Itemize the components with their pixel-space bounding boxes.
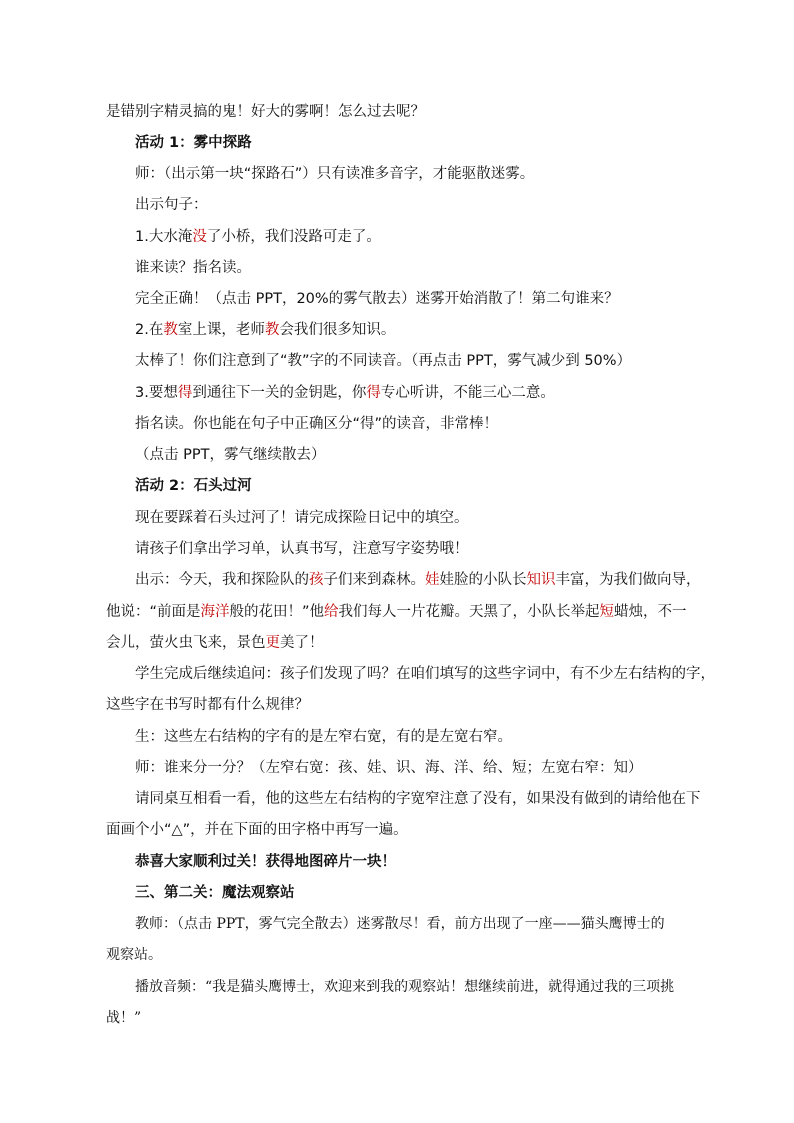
diary-text <box>106 602 687 622</box>
diary-segment: 他说：“前面是 <box>106 604 201 620</box>
diary-segment: 蜡烛，不一 <box>614 604 687 620</box>
example-sentence <box>135 383 555 403</box>
diary-segment: 我们每人一片花瓣。天黑了，小队长举起 <box>338 604 600 620</box>
sentence-text: 了小桥，我们没路可走了。 <box>206 229 381 245</box>
highlighted-char: 教 <box>264 322 280 338</box>
paragraph-line: 观察站。 <box>106 947 162 963</box>
diary-segment: 美了！ <box>280 635 324 651</box>
activity-heading: 活动 1：雾中探路 <box>135 135 252 151</box>
diary-segment: 般的花田！”他 <box>229 604 325 620</box>
paragraph-line: 这些字在书写时都有什么规律？ <box>106 697 309 713</box>
paragraph-line: 是错别字精灵搞的鬼！好大的雾啊！怎么过去呢？ <box>106 104 425 120</box>
paragraph-line: 恭喜大家顺利过关！获得地图碎片一块！ <box>135 854 396 870</box>
example-sentence <box>135 227 381 247</box>
sentence-text: 3.要想 <box>135 385 178 401</box>
sentence-text: 到通往下一关的金钥匙，你 <box>192 385 367 401</box>
highlighted-char: 得 <box>177 385 193 401</box>
highlighted-char: 知识 <box>526 572 556 588</box>
paragraph-line: 面画个小“△”，并在下面的田字格中再写一遍。 <box>106 822 408 838</box>
diary-text <box>135 570 701 590</box>
paragraph-line: 太棒了！你们注意到了“教”字的不同读音。（再点击 PPT，雾气减少到 50%） <box>135 353 632 369</box>
paragraph-line: 生：这些左右结构的字有的是左窄右宽，有的是左宽右窄。 <box>135 729 512 745</box>
paragraph-line: 完全正确！（点击 PPT，20%的雾气散去）迷雾开始消散了！第二句谁来？ <box>135 291 619 307</box>
paragraph-line: 指名读。你也能在句子中正确区分“得”的读音，非常棒！ <box>135 416 499 432</box>
highlighted-char: 没 <box>192 229 207 245</box>
paragraph-line: 教师：（点击 PPT，雾气完全散去）迷雾散尽！看，前方出现了一座——猫头鹰博士的 <box>135 916 665 932</box>
sentence-text: 2.在 <box>135 322 164 338</box>
highlighted-char: 教 <box>163 322 178 338</box>
paragraph-line: 师：（出示第一块“探路石”）只有读准多音字，才能驱散迷雾。 <box>135 166 535 182</box>
diary-segment: 丰富，为我们做向导， <box>555 572 701 588</box>
highlighted-char: 给 <box>324 604 339 620</box>
paragraph-line: 请同桌互相看一看，他的这些左右结构的字宽窄注意了没有，如果没有做到的请给他在下 <box>135 791 701 807</box>
highlighted-char: 娃 <box>425 572 440 588</box>
paragraph-line: 师：谁来分一分？（左窄右宽：孩、娃、识、海、洋、给、短；左宽右窄：知） <box>135 760 643 776</box>
section-heading: 三、第二关：魔法观察站 <box>135 885 295 901</box>
paragraph-line: 学生完成后继续追问：孩子们发现了吗？在咱们填写的这些字词中，有不少左右结构的字， <box>135 666 715 682</box>
highlighted-char: 更 <box>265 635 280 651</box>
highlighted-char: 短 <box>599 604 615 620</box>
diary-text <box>106 633 324 653</box>
paragraph-line: 播放音频：“我是猫头鹰博士，欢迎来到我的观察站！想继续前进，就得通过我的三项挑 <box>135 979 675 995</box>
highlighted-char: 得 <box>366 385 381 401</box>
activity-heading: 活动 2：石头过河 <box>135 478 252 494</box>
example-sentence <box>135 320 395 340</box>
paragraph-line: 请孩子们拿出学习单，认真书写，注意写字姿势哦！ <box>135 541 469 557</box>
diary-segment: 出示：今天，我和探险队的 <box>135 572 309 588</box>
highlighted-char: 海洋 <box>200 604 230 620</box>
diary-segment: 娃脸的小队长 <box>439 572 527 588</box>
paragraph-line: 战！” <box>106 1010 142 1026</box>
sentence-text: 会我们很多知识。 <box>279 322 396 338</box>
sentence-text: 专心听讲，不能三心二意。 <box>380 385 555 401</box>
sentence-text: 室上课，老师 <box>177 322 265 338</box>
paragraph-line: 现在要踩着石头过河了！请完成探险日记中的填空。 <box>135 510 469 526</box>
sentence-text: 1.大水淹 <box>135 229 193 245</box>
paragraph-line: 谁来读？指名读。 <box>135 260 251 276</box>
highlighted-char: 孩 <box>309 572 324 588</box>
paragraph-line: （点击 PPT，雾气继续散去） <box>135 447 326 463</box>
paragraph-line: 出示句子： <box>135 197 208 213</box>
diary-segment: 子们来到森林。 <box>323 572 425 588</box>
diary-segment: 会儿，萤火虫飞来，景色 <box>106 635 266 651</box>
